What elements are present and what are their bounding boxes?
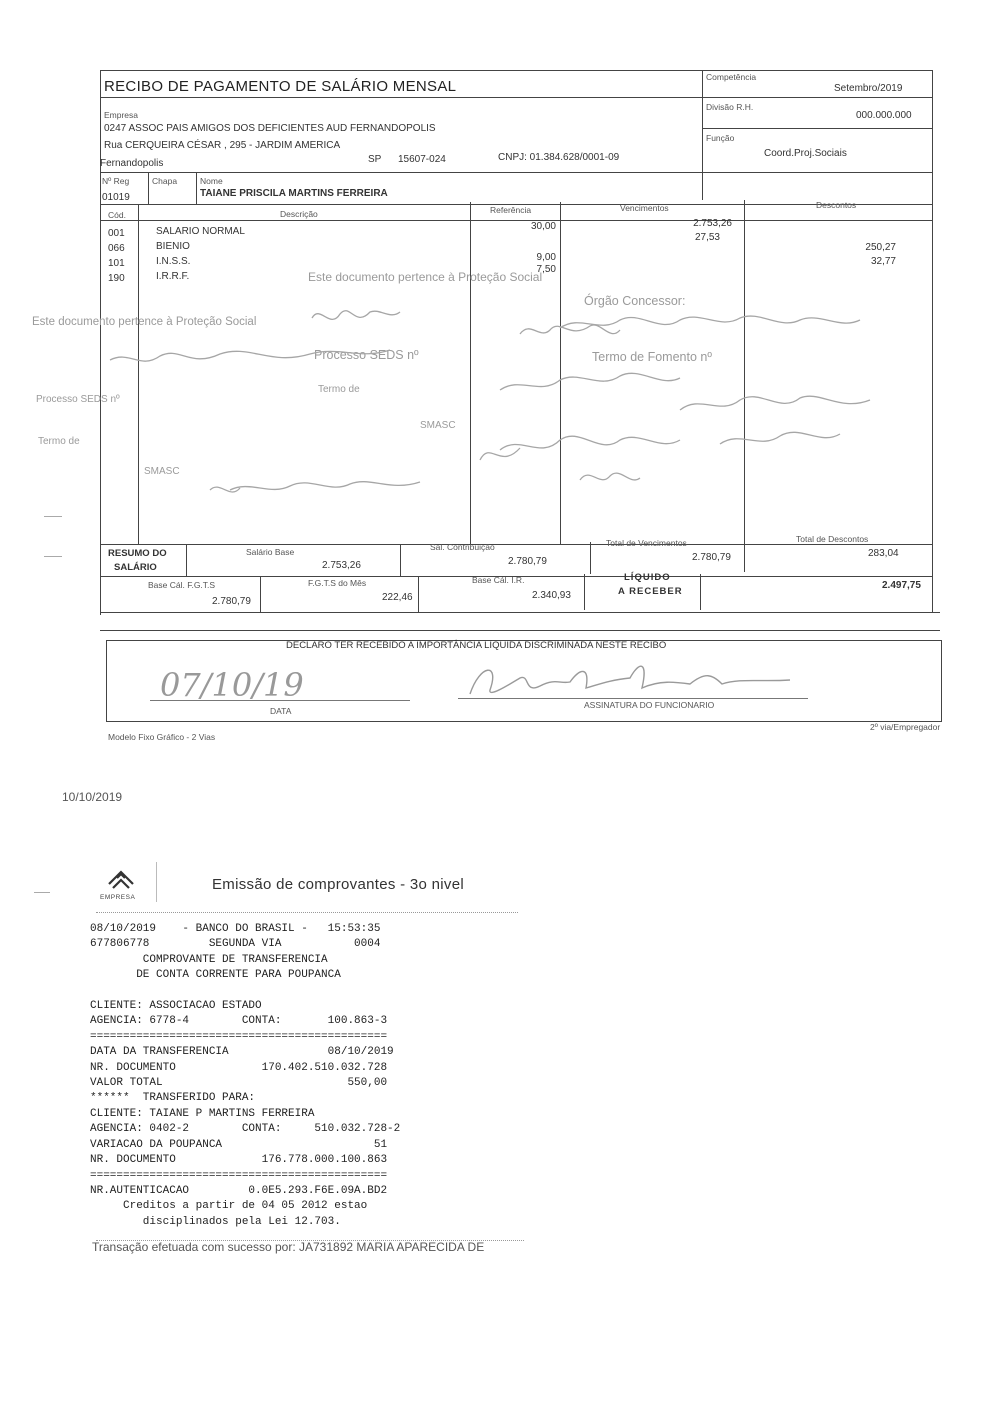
total-venc-label: Total de Vencimentos bbox=[606, 538, 687, 548]
border-line bbox=[590, 542, 591, 574]
base-fgts-label: Base Cál. F.G.T.S bbox=[148, 580, 216, 590]
border-line bbox=[702, 128, 932, 129]
border-line bbox=[186, 544, 187, 576]
empresa-cnpj: CNPJ: 01.384.628/0001-09 bbox=[498, 152, 620, 163]
signature-line bbox=[458, 698, 808, 699]
sal-contrib-label: Sal. Contribuição bbox=[430, 542, 495, 552]
row-ref: 9,00 bbox=[536, 252, 556, 263]
declaration-text: DECLARO TER RECEBIDO A IMPORTÂNCIA LÍQUIDA DISCRIMINADA NESTE RECIBO bbox=[286, 640, 667, 651]
border-line bbox=[100, 630, 940, 631]
empresa-address: Rua CERQUEIRA CÉSAR , 295 - JARDIM AMERICA bbox=[104, 140, 341, 151]
col-referencia: Referência bbox=[490, 205, 532, 215]
total-venc-value: 2.780,79 bbox=[692, 552, 731, 563]
fgts-mes-value: 222,46 bbox=[382, 592, 413, 603]
resumo-label: SALÁRIO bbox=[114, 562, 157, 573]
nreg-value: 01019 bbox=[102, 192, 130, 203]
competencia-label: Competência bbox=[706, 72, 757, 82]
base-ir-label: Base Cál. I.R. bbox=[472, 575, 525, 585]
divisao-label: Divisão R.H. bbox=[706, 102, 754, 112]
stamp-text: Este documento pertence à Proteção Social bbox=[308, 270, 543, 284]
stamp-text: Termo de bbox=[38, 436, 80, 447]
border-line bbox=[584, 574, 585, 610]
nreg-label: Nº Reg bbox=[102, 176, 130, 186]
base-fgts-value: 2.780,79 bbox=[212, 596, 251, 607]
employee-name: TAIANE PRISCILA MARTINS FERREIRA bbox=[200, 188, 388, 199]
fgts-mes-label: F.G.T.S do Mês bbox=[308, 578, 367, 588]
stamp-text: SMASC bbox=[144, 466, 180, 477]
border-line bbox=[100, 544, 932, 545]
stamp-text: Termo de Fomento nº bbox=[592, 350, 712, 364]
edge-mark bbox=[44, 516, 62, 517]
border-line bbox=[400, 544, 401, 576]
col-vencimentos: Vencimentos bbox=[620, 203, 669, 213]
stamp-text: Processo SEDS nº bbox=[314, 348, 419, 362]
handwritten-date: 07/10/19 bbox=[160, 666, 304, 704]
stamp-text: Processo SEDS nº bbox=[36, 394, 120, 405]
stamp-text: Órgão Concessor: bbox=[584, 294, 686, 308]
model-note: Modelo Fixo Gráfico - 2 Vias bbox=[108, 732, 216, 742]
print-date: 10/10/2019 bbox=[62, 790, 123, 804]
date-label: DATA bbox=[270, 706, 292, 716]
base-ir-value: 2.340,93 bbox=[532, 590, 571, 601]
border-line bbox=[148, 172, 149, 204]
bank-footer: Transação efetuada com sucesso por: JA731892 MARIA APARECIDA DE bbox=[92, 1240, 485, 1254]
divider bbox=[156, 862, 157, 902]
date-line bbox=[150, 700, 410, 701]
salario-base-label: Salário Base bbox=[246, 547, 295, 557]
resumo-label: RESUMO DO bbox=[108, 548, 167, 559]
row-desc: BIENIO bbox=[156, 241, 190, 252]
liquido-label: LÍQUIDO bbox=[624, 572, 671, 583]
border-line bbox=[260, 576, 261, 612]
bank-logo-icon bbox=[106, 866, 136, 892]
empresa-name: 0247 ASSOC PAIS AMIGOS DOS DEFICIENTES AUD FERNANDOPOLIS bbox=[104, 123, 436, 134]
row-venc: 2.753,26 bbox=[693, 218, 732, 229]
row-cod: 190 bbox=[108, 273, 125, 284]
bank-title: Emissão de comprovantes - 3o nivel bbox=[212, 876, 464, 893]
funcao-value: Coord.Proj.Sociais bbox=[764, 148, 847, 159]
col-cod: Cód. bbox=[108, 210, 126, 220]
border-line bbox=[100, 70, 932, 71]
employee-signature-icon bbox=[460, 654, 810, 704]
border-line bbox=[100, 97, 932, 98]
col-descricao: Descrição bbox=[280, 209, 318, 219]
empresa-label: Empresa bbox=[104, 110, 139, 120]
row-desc: SALARIO NORMAL bbox=[156, 226, 245, 237]
bank-receipt bbox=[90, 862, 526, 1262]
row-cod: 101 bbox=[108, 258, 125, 269]
chapa-label: Chapa bbox=[152, 176, 178, 186]
empresa-uf: SP bbox=[368, 154, 382, 165]
total-desc-value: 283,04 bbox=[868, 548, 899, 559]
row-cod: 001 bbox=[108, 228, 125, 239]
salary-receipt bbox=[32, 70, 941, 742]
divider bbox=[96, 912, 518, 913]
border-line bbox=[932, 70, 933, 612]
col-descontos: Descontos bbox=[816, 200, 857, 210]
sal-contrib-value: 2.780,79 bbox=[508, 556, 547, 567]
border-line bbox=[744, 540, 745, 572]
stamp-text: Termo de bbox=[318, 384, 360, 395]
empresa-cep: 15607-024 bbox=[398, 154, 446, 165]
bank-logo-label: EMPRESA bbox=[100, 894, 136, 901]
row-venc: 27,53 bbox=[694, 232, 720, 243]
edge-mark bbox=[44, 556, 62, 557]
total-desc-label: Total de Descontos bbox=[796, 534, 869, 544]
liquido-label: A RECEBER bbox=[618, 586, 683, 597]
salario-base-value: 2.753,26 bbox=[322, 560, 361, 571]
nome-label: Nome bbox=[200, 176, 223, 186]
row-descontos: 32,77 bbox=[870, 256, 896, 267]
liquido-value: 2.497,75 bbox=[882, 580, 921, 591]
row-ref: 30,00 bbox=[530, 221, 556, 232]
edge-mark bbox=[34, 892, 50, 893]
row-desc: I.N.S.S. bbox=[156, 256, 191, 267]
bank-lines: 08/10/2019 - BANCO DO BRASIL - 15:53:35 677806778 SEGUNDA VIA 0004 COMPROVANTE DE TRANSFERENCIA DE CONTA CORRENTE PARA POUPANCA CLIENTE: ASSOCIACAO ESTADO AGENCIA: 6778-4 CONTA: 100.863-3 ============================================= DATA DA TRANSFERENCIA 08/10/2019 NR. DOCUMENTO 170.402.510.032.728 VALOR TOTAL 550,00 ****** TRANSFERIDO PARA: CLIENTE: TAIANE P MARTINS FERREIRA AGENCIA: 0402-2 CONTA: 510.032.728-2 VARIACAO DA POUPANCA 51 NR. DOCUMENTO 176.778.000.100.863 ============================================= NR.AUTENTICACAO 0.0E5.293.F6E.09A.BD2 Creditos a partir de 04 05 2012 estao disciplinados pela Lei 12.703. bbox=[90, 923, 401, 1228]
via-note: 2º via/Empregador bbox=[870, 722, 941, 732]
row-descontos: 250,27 bbox=[865, 242, 896, 253]
row-desc: I.R.R.F. bbox=[156, 271, 190, 282]
receipt-title: RECIBO DE PAGAMENTO DE SALÁRIO MENSAL bbox=[104, 78, 457, 95]
handwriting-scribbles-icon bbox=[20, 290, 920, 510]
stamp-text: Este documento pertence à Proteção Social bbox=[32, 316, 257, 328]
border-line bbox=[702, 70, 703, 200]
stamp-text: SMASC bbox=[420, 420, 456, 431]
row-cod: 066 bbox=[108, 243, 125, 254]
border-line bbox=[418, 576, 419, 612]
funcao-label: Função bbox=[706, 133, 735, 143]
row-ref: 7,50 bbox=[536, 264, 556, 275]
divisao-value: 000.000.000 bbox=[856, 110, 912, 121]
border-line bbox=[700, 574, 701, 610]
empresa-city: Fernandopolis bbox=[100, 158, 164, 169]
border-line bbox=[100, 172, 932, 173]
border-line bbox=[100, 612, 940, 613]
border-line bbox=[196, 172, 197, 204]
signature-label: ASSINATURA DO FUNCIONARIO bbox=[584, 700, 715, 710]
bank-text-block bbox=[90, 922, 400, 1230]
competencia-value: Setembro/2019 bbox=[834, 83, 903, 94]
